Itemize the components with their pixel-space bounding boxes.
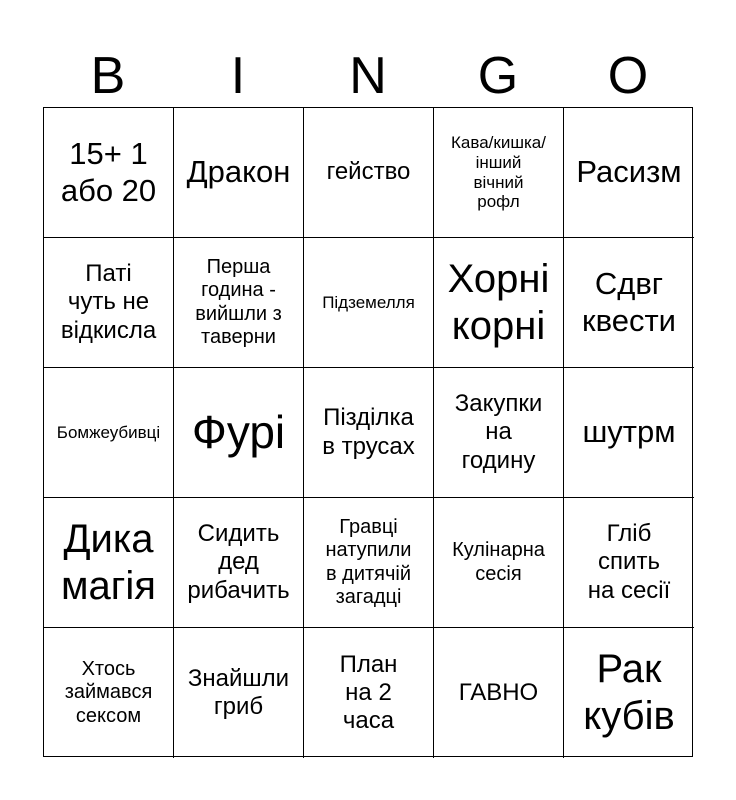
bingo-cell[interactable] xyxy=(44,498,174,628)
cell-text: Дика магія xyxy=(61,516,156,608)
cell-text: Расизм xyxy=(576,154,682,190)
bingo-cell[interactable] xyxy=(174,498,304,628)
cell-text: Кулінарна сесія xyxy=(452,539,545,585)
header-letter-n: N xyxy=(349,47,387,105)
cell-text: гейство xyxy=(326,158,411,186)
cell-text: Гравці натупили в дитячій загадці xyxy=(325,515,412,608)
cell-text: ГАВНО xyxy=(458,678,539,706)
bingo-cell[interactable] xyxy=(434,238,564,368)
cell-text: Фурі xyxy=(191,405,286,458)
header-letter-i: I xyxy=(230,47,246,105)
bingo-cell[interactable] xyxy=(564,238,694,368)
header-letter-o: O xyxy=(607,47,649,105)
bingo-cell[interactable] xyxy=(564,368,694,498)
cell-text: Сдвг квести xyxy=(582,266,676,338)
bingo-cell[interactable] xyxy=(304,238,434,368)
bingo-cell[interactable] xyxy=(434,368,564,498)
cell-text: Бомжеубивці xyxy=(56,422,161,442)
cell-text: Перша година - вийшли з таверни xyxy=(195,255,282,348)
bingo-cell[interactable] xyxy=(44,628,174,758)
bingo-cell[interactable] xyxy=(304,108,434,238)
cell-text: Сидить дед рибачить xyxy=(187,520,290,604)
bingo-header xyxy=(43,44,693,108)
bingo-cell[interactable] xyxy=(304,368,434,498)
cell-text: Дракон xyxy=(186,154,291,190)
bingo-board xyxy=(43,107,693,757)
bingo-cell[interactable] xyxy=(174,238,304,368)
cell-text: Хорні корні xyxy=(447,256,550,348)
bingo-cell[interactable] xyxy=(44,368,174,498)
bingo-cell[interactable] xyxy=(564,628,694,758)
cell-text: Підземелля xyxy=(322,292,415,312)
cell-text: Знайшли гриб xyxy=(187,664,290,720)
cell-text: Закупки на годину xyxy=(454,390,543,474)
bingo-cell[interactable] xyxy=(564,498,694,628)
bingo-cell[interactable] xyxy=(434,108,564,238)
bingo-cell[interactable] xyxy=(174,628,304,758)
cell-text: План на 2 часа xyxy=(339,650,398,735)
cell-text: шутрм xyxy=(582,414,676,450)
bingo-cell[interactable] xyxy=(434,628,564,758)
header-letter-b: B xyxy=(90,47,126,105)
bingo-cell[interactable] xyxy=(564,108,694,238)
bingo-cell[interactable] xyxy=(44,108,174,238)
bingo-cell[interactable] xyxy=(304,628,434,758)
bingo-cell[interactable] xyxy=(174,108,304,238)
cell-text: Паті чуть не відкисла xyxy=(60,260,157,344)
cell-text: Хтось займався сексом xyxy=(64,657,153,727)
header-letter-g: G xyxy=(477,47,519,105)
bingo-cell[interactable] xyxy=(174,368,304,498)
cell-text: Кава/кишка/ інший вічний рофл xyxy=(451,132,546,212)
cell-text: Пізділка в трусах xyxy=(322,404,415,460)
cell-text: Гліб спить на сесії xyxy=(587,520,671,604)
bingo-cell[interactable] xyxy=(434,498,564,628)
cell-text: 15+ 1 або 20 xyxy=(60,136,157,208)
bingo-cell[interactable] xyxy=(304,498,434,628)
bingo-cell[interactable] xyxy=(44,238,174,368)
cell-text: Рак кубів xyxy=(583,647,675,738)
